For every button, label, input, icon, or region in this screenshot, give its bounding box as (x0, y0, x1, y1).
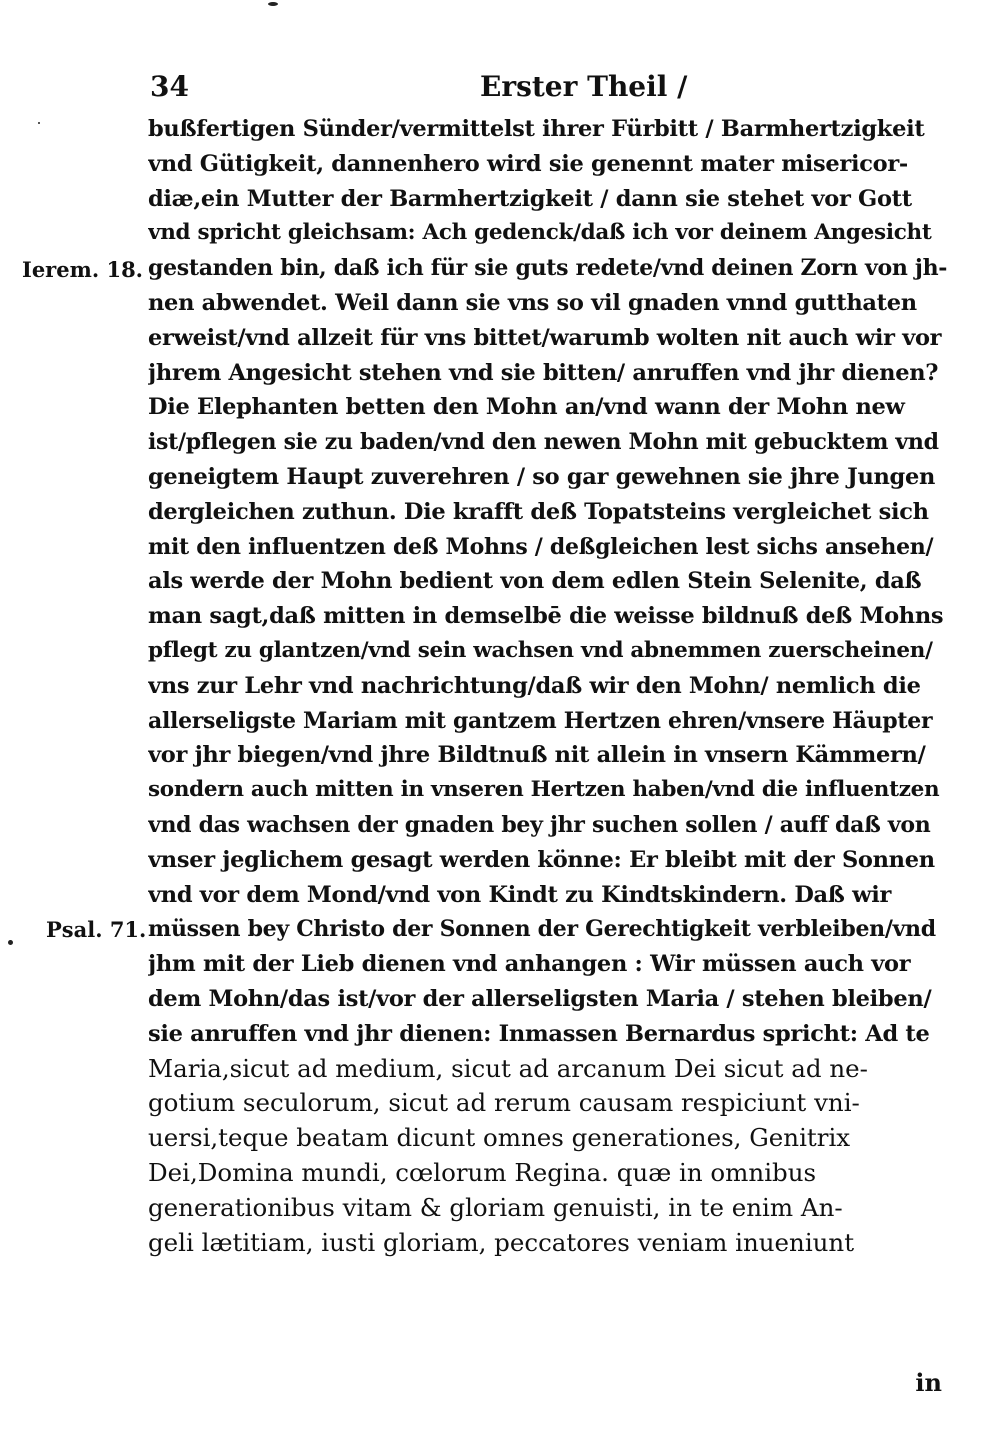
text-line: Die Elephanten betten den Mohn an/vnd wann der Mohn new (148, 394, 905, 421)
text-line: erweist/vnd allzeit für vns bittet/warumb wolten nit auch wir vor (148, 324, 942, 351)
margin-note-psal: Psal. 71. (46, 917, 147, 942)
catchword: in (915, 1368, 942, 1397)
text-line-latin: uersi,teque beatam dicunt omnes generationes, Genitrix (148, 1123, 851, 1153)
text-line: allerseligste Mariam mit gantzem Hertzen ehren/vnsere Häupter (148, 707, 933, 734)
text-line: bußfertigen Sünder/vermittelst ihrer Fürbitt / Barmhertzigkeit (148, 116, 925, 142)
text-line: als werde der Mohn bedient von dem edlen Stein Selenite, daß (148, 568, 922, 595)
text-line-latin: geli lætitiam, iusti gloriam, peccatores veniam inueniunt (148, 1227, 855, 1257)
text-line: vnd spricht gleichsam: Ach gedenck/daß ich vor deinem Angesicht (148, 220, 932, 246)
text-line: sondern auch mitten in vnseren Hertzen haben/vnd die influentzen (148, 777, 940, 803)
text-line: vnd das wachsen der gnaden bey jhr suchen sollen / auff daß von (148, 811, 931, 838)
text-line-latin: generationibus vitam & gloriam genuisti, in te enim An- (148, 1192, 843, 1222)
text-line: jhm mit der Lieb dienen vnd anhangen : Wir müssen auch vor (148, 951, 911, 978)
text-line: dergleichen zuthun. Die krafft deß Topatsteins vergleichet sich (148, 498, 929, 525)
text-line-latin: Maria,sicut ad medium, sicut ad arcanum Dei sicut ad ne- (148, 1053, 868, 1083)
ink-speck (38, 122, 40, 124)
text-line: jhrem Angesicht stehen vnd sie bitten/ anruffen vnd jhr dienen? (148, 359, 939, 386)
ink-speck (8, 940, 13, 945)
text-line: dem Mohn/das ist/vor der allerseligsten Maria / stehen bleiben/ (148, 985, 932, 1012)
ink-speck (268, 2, 278, 6)
text-line: gestanden bin, daß ich für sie guts redete/vnd deinen Zorn von jh- (148, 255, 948, 282)
text-line: sie anruffen vnd jhr dienen: Inmassen Bernardus spricht: Ad te (148, 1020, 930, 1047)
text-line: mit den influentzen deß Mohns / deßgleichen lest sichs ansehen/ (148, 533, 934, 560)
running-head: Erster Theil / (480, 70, 688, 103)
text-line: geneigtem Haupt zuverehren / so gar gewehnen sie jhre Jungen (148, 463, 936, 490)
text-line-latin: gotium seculorum, sicut ad rerum causam respiciunt vni- (148, 1088, 860, 1118)
text-line: diæ,ein Mutter der Barmhertzigkeit / dann sie stehet vor Gott (148, 185, 912, 212)
text-line: vns zur Lehr vnd nachrichtung/daß wir den Mohn/ nemlich die (148, 672, 921, 699)
text-line: müssen bey Christo der Sonnen der Gerechtigkeit verbleiben/vnd (148, 916, 936, 943)
text-line: vnd vor dem Mond/vnd von Kindt zu Kindtskindern. Daß wir (148, 881, 892, 908)
text-line: vnser jeglichem gesagt werden könne: Er bleibt mit der Sonnen (148, 846, 935, 873)
text-line: vor jhr biegen/vnd jhre Bildtnuß nit allein in vnsern Kämmern/ (148, 742, 926, 769)
page-header (150, 70, 950, 110)
text-line: vnd Gütigkeit, dannenhero wird sie genennt mater misericor- (148, 150, 908, 177)
text-line: ist/pflegen sie zu baden/vnd den newen Mohn mit gebucktem vnd (148, 429, 939, 456)
body-text (148, 112, 948, 1260)
page-number: 34 (150, 70, 189, 103)
text-line: man sagt,daß mitten in demselbē die weisse bildnuß deß Mohns (148, 603, 944, 630)
text-line: pflegt zu glantzen/vnd sein wachsen vnd abnemmen zuerscheinen/ (148, 637, 933, 663)
margin-note-ierem: Ierem. 18. (22, 257, 143, 282)
text-line: nen abwendet. Weil dann sie vns so vil gnaden vnnd gutthaten (148, 289, 917, 316)
text-line-latin: Dei,Domina mundi, cœlorum Regina. quæ in omnibus (148, 1157, 817, 1187)
